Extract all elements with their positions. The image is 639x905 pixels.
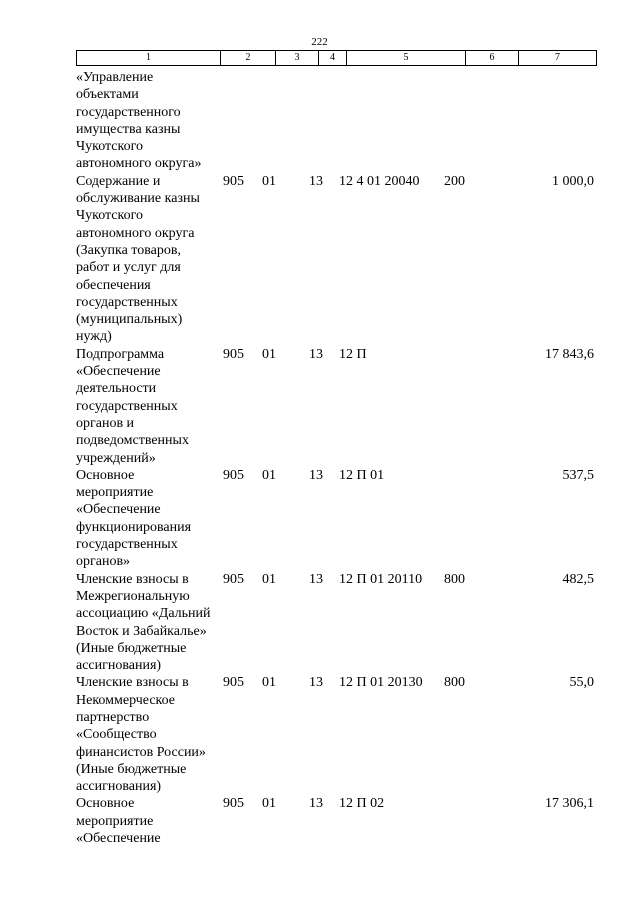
row-col-7: 17 306,1	[545, 796, 594, 812]
row-col-7: 55,0	[569, 675, 594, 691]
row-col-6: 800	[444, 675, 465, 691]
row-col-2: 905	[223, 467, 244, 483]
row-col-7	[474, 69, 596, 173]
table-body	[76, 69, 596, 847]
row-col-5	[339, 69, 444, 173]
header-col-2: 2	[221, 51, 276, 66]
row-col-6	[444, 467, 474, 571]
row-col-6: 800	[444, 571, 465, 587]
header-col-1: 1	[77, 51, 221, 66]
table-row	[76, 346, 596, 467]
table-row	[76, 795, 596, 847]
row-col-5: 12 П 02	[339, 796, 385, 812]
row-col-2: 905	[223, 675, 244, 691]
row-name: Членские взносы в Межрегиональную ассоциацию «Дальний Восток и Забайкалье» (Иные бюджетные ассигнования)	[76, 571, 211, 674]
header-col-7: 7	[519, 51, 597, 66]
row-col-4: 13	[309, 571, 323, 587]
table-row	[76, 674, 596, 795]
row-col-6	[444, 69, 474, 173]
row-col-3: 01	[262, 173, 276, 189]
row-col-6: 200	[444, 173, 465, 189]
row-col-4: 13	[309, 467, 323, 483]
row-col-2: 905	[223, 346, 244, 362]
row-col-3: 01	[262, 571, 276, 587]
row-col-3: 01	[262, 796, 276, 812]
page-number: 222	[311, 36, 328, 48]
row-col-4	[301, 69, 339, 173]
row-col-4: 13	[309, 796, 323, 812]
row-col-4: 13	[309, 346, 323, 362]
table-row	[76, 571, 596, 675]
row-col-5: 12 4 01 20040	[339, 173, 420, 189]
row-col-2: 905	[223, 173, 244, 189]
row-col-3: 01	[262, 346, 276, 362]
row-col-3	[258, 69, 301, 173]
table-row	[76, 173, 596, 346]
row-col-3: 01	[262, 675, 276, 691]
row-col-3: 01	[262, 467, 276, 483]
table-row	[76, 467, 596, 571]
row-col-5: 12 П 01 20130	[339, 675, 423, 691]
row-col-2: 905	[223, 796, 244, 812]
header-col-5: 5	[347, 51, 466, 66]
row-col-7: 482,5	[562, 571, 594, 587]
row-col-7: 17 843,6	[545, 346, 594, 362]
row-col-5: 12 П	[339, 346, 367, 362]
row-name: Подпрограмма «Обеспечение деятельности государственных органов и подведомственных учреждений»	[76, 346, 189, 466]
row-col-6	[444, 795, 474, 847]
row-name: Основное мероприятие «Обеспечение функционирования государственных органов»	[76, 467, 192, 570]
row-name: «Управление объектами государственного имущества казны Чукотского автономного округа»	[76, 70, 202, 172]
row-col-5: 12 П 01 20110	[339, 571, 423, 587]
row-col-7: 1 000,0	[552, 173, 594, 189]
row-name: Членские взносы в Некоммерческое партнерство «Сообщество финансистов России» (Иные бюджетные ассигнования)	[76, 675, 206, 795]
row-col-7: 537,5	[562, 467, 594, 483]
header-col-3: 3	[276, 51, 319, 66]
row-col-5: 12 П 01	[339, 467, 385, 483]
header-col-4: 4	[319, 51, 347, 66]
row-col-2	[220, 69, 258, 173]
row-name: Содержание и обслуживание казны Чукотского автономного округа (Закупка товаров, работ и услуг для обеспечения государственных (муниципальных) нужд)	[76, 173, 200, 345]
row-col-6	[444, 346, 474, 467]
header-col-6: 6	[466, 51, 519, 66]
table-row	[76, 69, 596, 173]
row-col-2: 905	[223, 571, 244, 587]
row-col-4: 13	[309, 675, 323, 691]
row-name: Основное мероприятие «Обеспечение	[76, 796, 161, 847]
table-header	[76, 50, 597, 66]
row-col-4: 13	[309, 173, 323, 189]
